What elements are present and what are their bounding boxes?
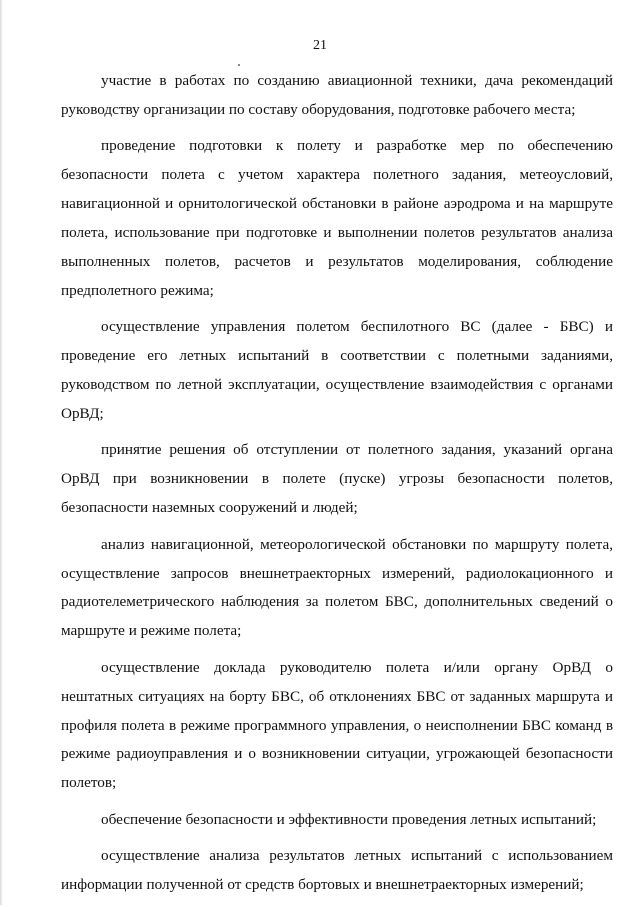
paragraph-8: осуществление анализа результатов летных испытаний с использованием информации полученной от средств бортовых и внешнетраекторных измерений; [61,847,613,894]
body-text [61,67,613,907]
paragraph-3: осуществление управления полетом беспилотного ВС (далее - БВС) и проведение его летных испытаний в соответствии с полетными заданиями, руководством по летной эксплуатации, осуществление взаимодействия с органами ОрВД; [61,318,613,422]
scan-speck [238,64,240,66]
paragraph-4: принятие решения об отступлении от полетного задания, указаний органа ОрВД при возникновении в полете (пуске) угрозы безопасности полетов, безопасности наземных сооружений и людей; [61,441,613,517]
page-number: 21 [313,38,327,53]
paragraph-5: анализ навигационной, метеорологической обстановки по маршруту полета, осуществление запросов внешнетраекторных измерений, радиолокационного и радиотелеметрического наблюдения за полетом БВС, дополнительных сведений о маршруте и режиме полета; [61,535,613,640]
paragraph-1: участие в работах по созданию авиационной техники, дача рекомендаций руководству организации по составу оборудования, подготовке рабочего места; [61,72,613,118]
paragraph-7: обеспечение безопасности и эффективности проведения летных испытаний; [101,810,597,828]
scan-edge-shadow [0,0,3,905]
paragraph-6: осуществление доклада руководителю полета и/или органу ОрВД о нештатных ситуациях на борту БВС, об отклонениях БВС от заданных маршрута и профиля полета в режиме программного управления, о неисполнении БВС команд в режиме радиоуправления и о возникновении ситуации, угрожающей безопасности полетов; [61,658,613,792]
paragraph-2: проведение подготовки к полету и разработке мер по обеспечению безопасности полета с учетом характера полетного задания, метеоусловий, навигационной и орнитологической обстановки в районе аэродрома и на маршруте полета, использование при подготовке и выполнении полетов результатов анализа выполненных полетов, расчетов и результатов моделирования, соблюдение предполетного режима; [61,137,613,299]
